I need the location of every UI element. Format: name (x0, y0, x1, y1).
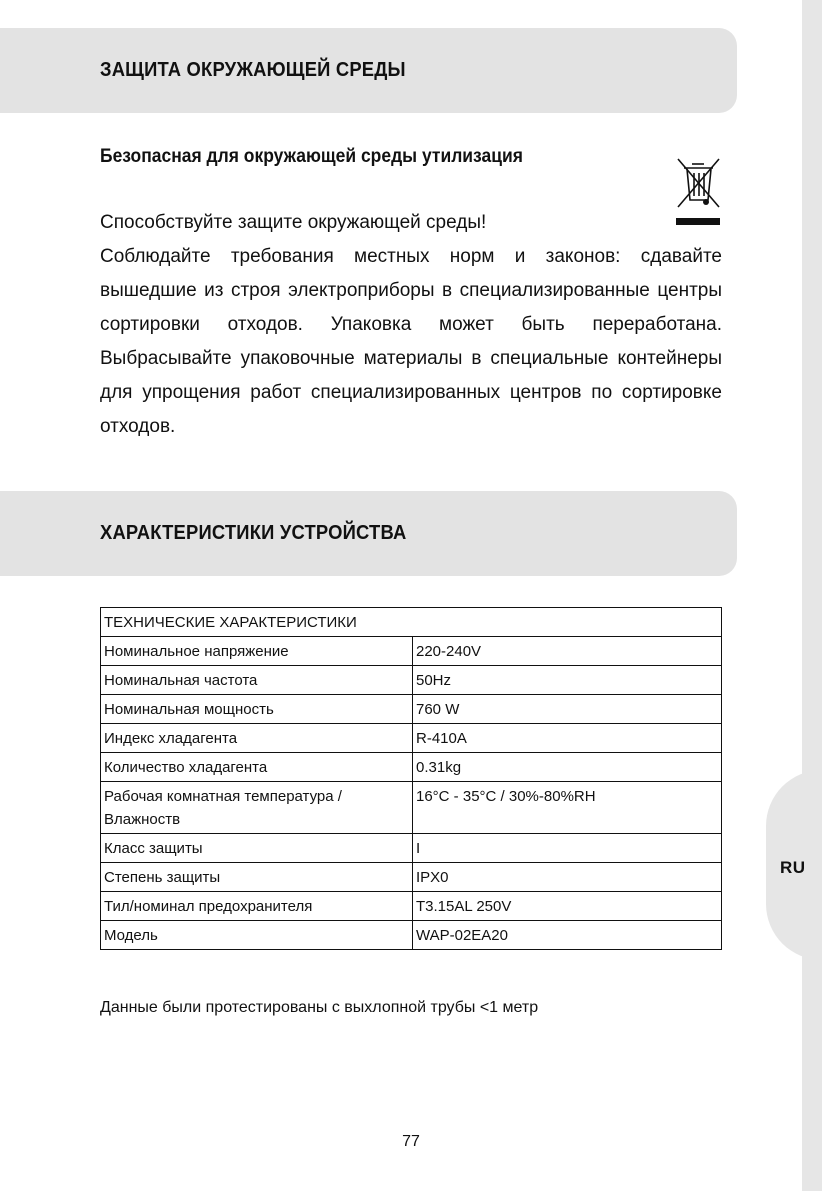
spec-value: 16°C - 35°C / 30%-80%RH (413, 782, 722, 834)
environment-line1: Способствуйте защите окружающей среды! (100, 212, 487, 233)
spec-label: Рабочая комнатная температура / Влажноств (101, 782, 413, 834)
spec-label: Степень защиты (101, 863, 413, 892)
spec-label: Модель (101, 921, 413, 950)
spec-value: IPX0 (413, 863, 722, 892)
table-row (101, 892, 722, 921)
table-row (101, 724, 722, 753)
table-header-row (101, 608, 722, 637)
table-row (101, 921, 722, 950)
spec-label: Тил/номинал предохранителя (101, 892, 413, 921)
test-note: Данные были протестированы с выхлопной трубы <1 метр (100, 999, 539, 1016)
spec-value: 220-240V (413, 637, 722, 666)
spec-value: I (413, 834, 722, 863)
table-row (101, 695, 722, 724)
spec-label: Номинальное напряжение (101, 637, 413, 666)
spec-label: Количество хладагента (101, 753, 413, 782)
spec-label: Индекс хладагента (101, 724, 413, 753)
section-title-environment: ЗАЩИТА ОКРУЖАЮЩЕЙ СРЕДЫ (100, 59, 406, 81)
spec-value: T3.15AL 250V (413, 892, 722, 921)
side-strip (802, 0, 822, 1191)
table-row (101, 637, 722, 666)
environment-body (100, 206, 722, 444)
table-header-cell: ТЕХНИЧЕСКИЕ ХАРАКТЕРИСТИКИ (101, 608, 722, 637)
table-row (101, 863, 722, 892)
section-header-environment (0, 28, 737, 113)
spec-value: 760 W (413, 695, 722, 724)
environment-paragraph: Соблюдайте требования местных норм и законов: сдавайте вышедшие из строя электроприборы в специализированные центры сортировки отходов. Упаковка может быть переработана. Выбрасывайте упаковочные материалы в специальные контейнеры для упрощения работ специализированных центров по сортировке отходов. (100, 246, 722, 437)
section-title-specs: ХАРАКТЕРИСТИКИ УСТРОЙСТВА (100, 522, 407, 544)
subheading-disposal: Безопасная для окружающей среды утилизация (100, 146, 523, 167)
language-label: RU (780, 858, 806, 877)
spec-value: 0.31kg (413, 753, 722, 782)
section-header-specs (0, 491, 737, 576)
spec-label: Номинальная частота (101, 666, 413, 695)
spec-value: R-410A (413, 724, 722, 753)
spec-value: 50Hz (413, 666, 722, 695)
table-row (101, 666, 722, 695)
table-row (101, 782, 722, 834)
table-row (101, 834, 722, 863)
table-row (101, 753, 722, 782)
spec-label: Класс защиты (101, 834, 413, 863)
spec-label: Номинальная мощность (101, 695, 413, 724)
specs-table (100, 607, 722, 950)
page-number: 77 (402, 1133, 420, 1150)
spec-value: WAP-02EA20 (413, 921, 722, 950)
